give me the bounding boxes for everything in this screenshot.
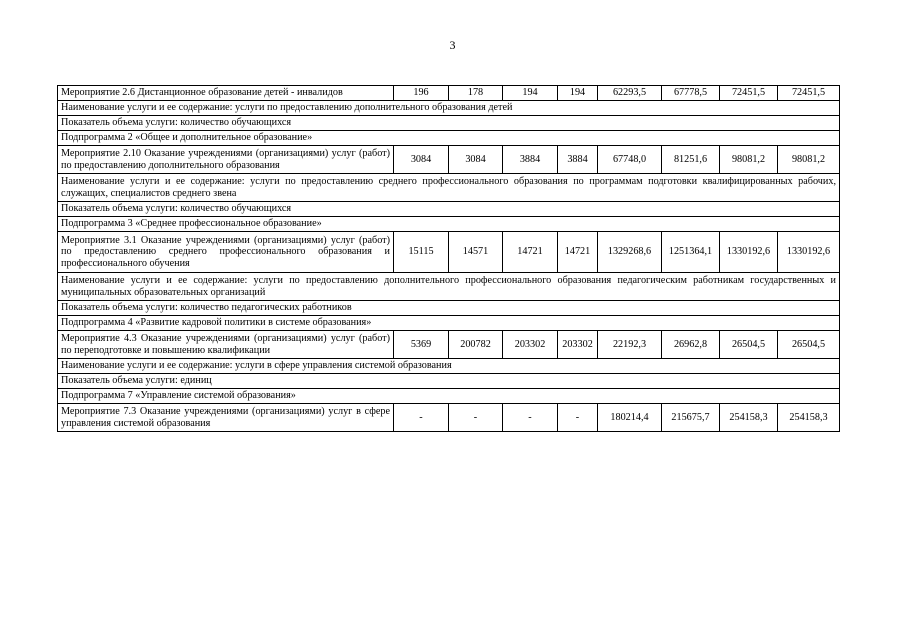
subprogram-row: Подпрограмма 4 «Развитие кадровой политики в системе образования» <box>58 316 840 331</box>
page-number: 3 <box>449 38 456 52</box>
table-row <box>58 116 840 131</box>
table-cell: 1330192,6 <box>778 232 840 273</box>
measure-name: Мероприятие 2.6 Дистанционное образование детей - инвалидов <box>58 86 394 101</box>
volume-indicator-row: Показатель объема услуги: количество обучающихся <box>58 116 840 131</box>
table-row <box>58 202 840 217</box>
table-cell: 254158,3 <box>720 404 778 432</box>
measure-name: Мероприятие 3.1 Оказание учреждениями (организациями) услуг (работ) по предоставлению среднего профессионального образования и профессионального обучения <box>58 232 394 273</box>
table-cell: 14721 <box>558 232 598 273</box>
table-row <box>58 174 840 202</box>
table-cell: - <box>394 404 449 432</box>
table-cell: 98081,2 <box>720 146 778 174</box>
table-cell: 14571 <box>449 232 503 273</box>
table-cell: 180214,4 <box>598 404 662 432</box>
measure-name: Мероприятие 7.3 Оказание учреждениями (организациями) услуг в сфере управления системой образования <box>58 404 394 432</box>
table-cell: 81251,6 <box>662 146 720 174</box>
table-cell: 14721 <box>503 232 558 273</box>
table-cell: 67748,0 <box>598 146 662 174</box>
table-row <box>58 146 840 174</box>
table-cell: 3084 <box>394 146 449 174</box>
service-name-row: Наименование услуги и ее содержание: услуги по предоставлению среднего профессионального образования по программам подготовки квалифицированных рабочих, служащих, специалистов среднего звена <box>58 174 840 202</box>
table-row <box>58 86 840 101</box>
table-cell: 67778,5 <box>662 86 720 101</box>
table-cell: 26504,5 <box>720 331 778 359</box>
table-cell: 196 <box>394 86 449 101</box>
table-cell: 26504,5 <box>778 331 840 359</box>
table-row <box>58 404 840 432</box>
table-cell: 5369 <box>394 331 449 359</box>
table-cell: 203302 <box>503 331 558 359</box>
table-cell: - <box>558 404 598 432</box>
table-row <box>58 273 840 301</box>
table-cell: 194 <box>558 86 598 101</box>
service-name-row: Наименование услуги и ее содержание: услуги по предоставлению дополнительного профессионального образования педагогическим работникам государственных и муниципальных образовательных организаций <box>58 273 840 301</box>
table-cell: 22192,3 <box>598 331 662 359</box>
table-cell: 194 <box>503 86 558 101</box>
table-row <box>58 101 840 116</box>
measure-name: Мероприятие 2.10 Оказание учреждениями (организациями) услуг (работ) по предоставлению дополнительного образования <box>58 146 394 174</box>
subprogram-row: Подпрограмма 3 «Среднее профессиональное образование» <box>58 217 840 232</box>
volume-indicator-row: Показатель объема услуги: количество обучающихся <box>58 202 840 217</box>
table-cell: 3084 <box>449 146 503 174</box>
table-cell: 3884 <box>503 146 558 174</box>
table-cell: 98081,2 <box>778 146 840 174</box>
table-cell: 1329268,6 <box>598 232 662 273</box>
table-row <box>58 232 840 273</box>
volume-indicator-row: Показатель объема услуги: единиц <box>58 374 840 389</box>
service-name-row: Наименование услуги и ее содержание: услуги по предоставлению дополнительного образования детей <box>58 101 840 116</box>
subprogram-row: Подпрограмма 7 «Управление системой образования» <box>58 389 840 404</box>
table-cell: 200782 <box>449 331 503 359</box>
service-name-row: Наименование услуги и ее содержание: услуги в сфере управления системой образования <box>58 359 840 374</box>
table-cell: 26962,8 <box>662 331 720 359</box>
subprogram-row: Подпрограмма 2 «Общее и дополнительное образование» <box>58 131 840 146</box>
table-cell: - <box>449 404 503 432</box>
table-cell: 3884 <box>558 146 598 174</box>
table-row <box>58 131 840 146</box>
table-cell: 72451,5 <box>778 86 840 101</box>
table-row <box>58 217 840 232</box>
table-cell: 215675,7 <box>662 404 720 432</box>
table-cell: 15115 <box>394 232 449 273</box>
table-cell: 254158,3 <box>778 404 840 432</box>
table-cell: 62293,5 <box>598 86 662 101</box>
table-cell: 203302 <box>558 331 598 359</box>
measure-name: Мероприятие 4.3 Оказание учреждениями (организациями) услуг (работ) по переподготовке и повышению квалификации <box>58 331 394 359</box>
table-row <box>58 389 840 404</box>
table-row <box>58 331 840 359</box>
table-row <box>58 316 840 331</box>
table-cell: 1251364,1 <box>662 232 720 273</box>
services-table <box>57 85 840 432</box>
table-row <box>58 359 840 374</box>
table-cell: 72451,5 <box>720 86 778 101</box>
table-cell: - <box>503 404 558 432</box>
table-cell: 1330192,6 <box>720 232 778 273</box>
table-row <box>58 374 840 389</box>
volume-indicator-row: Показатель объема услуги: количество педагогических работников <box>58 301 840 316</box>
table-row <box>58 301 840 316</box>
table-cell: 178 <box>449 86 503 101</box>
